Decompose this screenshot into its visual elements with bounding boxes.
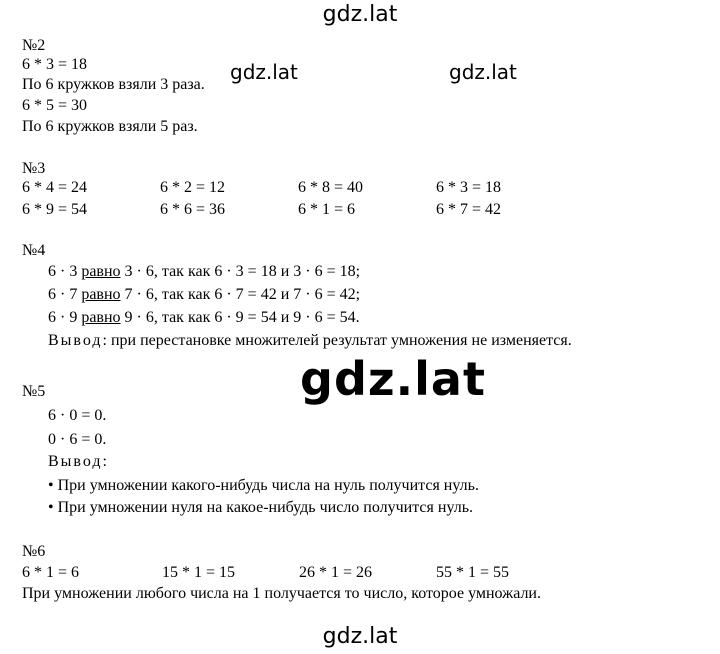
watermark-center: gdz.lat <box>300 352 486 406</box>
task3-cell: 6 * 2 = 12 <box>160 179 226 196</box>
task4-row-pre: 6 · 3 <box>48 263 82 280</box>
task6-cell: 55 * 1 = 55 <box>436 564 510 581</box>
task4-row-post: 3 · 6, так как 6 · 3 = 18 и 3 · 6 = 18; <box>120 263 361 280</box>
task4-title: №4 <box>22 242 46 259</box>
task2-line-1: 6 * 3 = 18 <box>22 56 88 73</box>
task2-line-3: 6 * 5 = 30 <box>22 97 88 114</box>
task5-bullet-2: • При умножении нуля на какое-нибудь число получится нуль. <box>48 499 474 516</box>
task4-row-pre: 6 · 7 <box>48 286 82 303</box>
task4-row-1 <box>48 262 360 282</box>
task4-row-2 <box>48 285 360 305</box>
task2-line-2: По 6 кружков взяли 3 раза. <box>22 76 205 93</box>
task2-line-4: По 6 кружков взяли 5 раз. <box>22 118 198 135</box>
task4-row-pre: 6 · 9 <box>48 309 82 326</box>
task4-row-equal: равно <box>81 263 121 280</box>
task3-cell: 6 * 4 = 24 <box>22 179 88 196</box>
task4-row-post: 9 · 6, так как 6 · 9 = 54 и 9 · 6 = 54. <box>120 309 360 326</box>
task5-bullet-1: • При умножении какого-нибудь числа на нуль получится нуль. <box>48 477 479 494</box>
task5-title: №5 <box>22 383 46 400</box>
watermark-right: gdz.lat <box>449 60 517 84</box>
task6-cell: 6 * 1 = 6 <box>22 564 80 581</box>
task5-conclusion-label: Вывод: <box>48 453 109 470</box>
task2-title: №2 <box>22 37 46 54</box>
task4-conclusion-label: Вывод <box>48 332 103 349</box>
task3-title: №3 <box>22 160 46 177</box>
watermark-bottom: gdz.lat <box>322 624 398 649</box>
task3-cell: 6 * 3 = 18 <box>436 179 502 196</box>
task3-cell: 6 * 8 = 40 <box>298 179 364 196</box>
watermark-top: gdz.lat <box>322 2 398 27</box>
task4-row-equal: равно <box>81 309 121 326</box>
task6-title: №6 <box>22 543 46 560</box>
task5-line-2: 0 · 6 = 0. <box>48 431 107 448</box>
task6-cell: 26 * 1 = 26 <box>299 564 373 581</box>
task4-row-equal: равно <box>81 286 121 303</box>
task4-conclusion <box>48 331 572 351</box>
task4-row-post: 7 · 6, так как 6 · 7 = 42 и 7 · 6 = 42; <box>120 286 361 303</box>
task3-cell: 6 * 9 = 54 <box>22 201 88 218</box>
task3-cell: 6 * 1 = 6 <box>298 201 356 218</box>
watermark-left: gdz.lat <box>230 60 298 84</box>
task5-line-1: 6 · 0 = 0. <box>48 407 107 424</box>
task6-cell: 15 * 1 = 15 <box>162 564 236 581</box>
task3-cell: 6 * 6 = 36 <box>160 201 226 218</box>
task4-conclusion-text: : при перестановке множителей результат умножения не изменяется. <box>102 332 572 349</box>
task3-cell: 6 * 7 = 42 <box>436 201 502 218</box>
task6-text: При умножении любого числа на 1 получается то число, которое умножали. <box>22 585 541 602</box>
task4-row-3 <box>48 308 360 328</box>
